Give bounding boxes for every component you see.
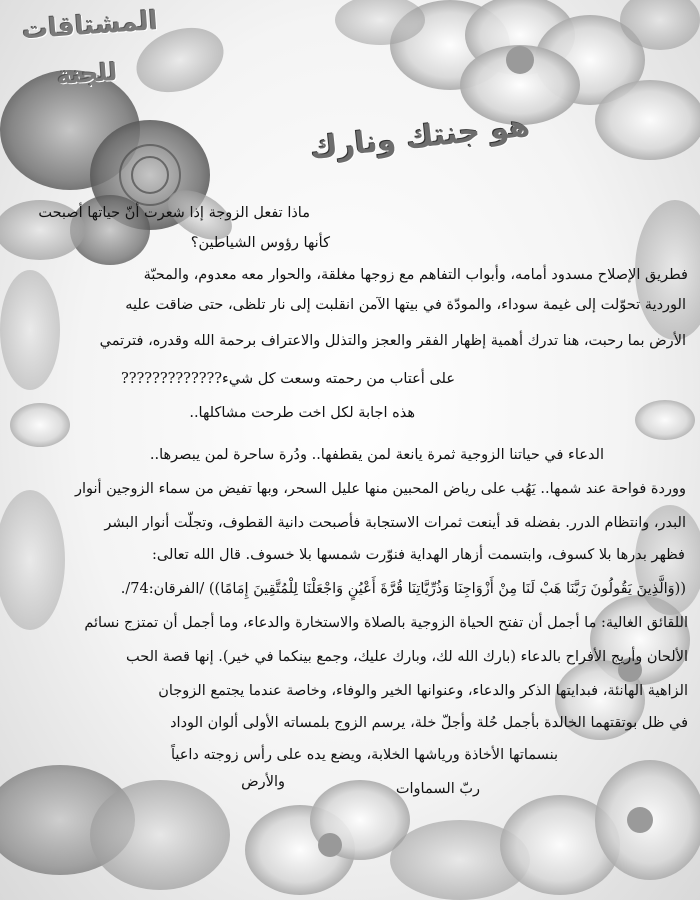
text-line: كأنها رؤوس الشياطين؟ xyxy=(190,235,330,251)
text-line: الوردية تحوّلت إلى غيمة سوداء، والمودّة في بيتها الآمن انقلبت إلى نار تلظى، حتى ضاقت عليه xyxy=(125,297,686,313)
text-line: البدر، وانتظام الدرر. بفضله قد أينعت ثمرات الاستجابة فأصبحت دانية القطوف، وتجلّت أنوار البشر xyxy=(104,515,686,531)
text-line: على أعتاب من رحمته وسعت كل شيء????????????? xyxy=(120,371,455,387)
text-line: فظهر بدرها بلا كسوف، وابتسمت أزهار الهداية فنوّرت شمسها بلا خسوف. قال الله تعالى: xyxy=(151,547,685,563)
text-line: ربّ السماوات xyxy=(395,781,480,797)
text-line: فطريق الإصلاح مسدود أمامه، وأبواب التفاهم مع زوجها مغلقة، والحوار معه معدوم، والمحبّة xyxy=(143,267,688,283)
text-line: الألحان وأريج الأفراح بالدعاء (بارك الله لك، وبارك عليك، وجمع بينكما في خير). إنها قصة الحب xyxy=(125,649,688,665)
logo-line-1: المشتاقات xyxy=(21,6,159,46)
text-line: ووردة فواحة عند شمها.. يَهُب على رياض المحبين منها عليل السحر، وبها تفيض من سماء الزوجين أنوار xyxy=(74,481,686,497)
text-line: والأرض xyxy=(241,774,285,790)
site-logo-badge xyxy=(21,6,159,116)
text-line: ماذا تفعل الزوجة إذا شعرت أنّ حياتها أصبحت xyxy=(38,205,310,221)
text-line: اللقائق الغالية: ما أجمل أن تفتح الحياة الزوجية بالصلاة والاستخارة والدعاء، وما أجمل أن تمتزج نسائم xyxy=(84,615,688,631)
text-line: بنسماتها الأخاذة ورياشها الخلابة، ويضع يده على رأس زوجته داعياً xyxy=(170,747,558,763)
page-title: هو جنتك ونارك xyxy=(308,108,532,167)
text-line: في ظل بوتقتهما الخالدة بأجمل حُلة وأجلّ خلة، يرسم الزوج بلمساته الأولى ألوان الوداد xyxy=(170,715,688,731)
logo-line-2: للجنة xyxy=(55,57,119,91)
text-line: الزاهية الهانئة، فبدايتها الذكر والدعاء، وعنوانها الخير والوفاء، وخاصة عندما يجتمع الزوجان xyxy=(158,683,688,699)
text-line: الأرض بما رحبت، هنا تدرك أهمية إظهار الفقر والعجز والتذلل والاعتراف برحمة الله وقدره، فترتمي xyxy=(99,333,686,349)
quran-verse: ((وَالَّذِينَ يَقُولُونَ رَبَّنَا هَبْ لَنَا مِنْ أَزْوَاجِنَا وَذُرِّيَّاتِنَا قُرَّةَ أَعْيُنٍ وَاجْعَلْنَا لِلْمُتَّقِينَ إِمَامًا)) /الفرقان:74/. xyxy=(120,581,686,597)
text-line: هذه اجابة لكل اخت طرحت مشاكلها.. xyxy=(189,405,415,421)
text-line: الدعاء في حياتنا الزوجية ثمرة يانعة لمن يقطفها.. ودُرة ساحرة لمن يبصرها.. xyxy=(149,447,604,463)
